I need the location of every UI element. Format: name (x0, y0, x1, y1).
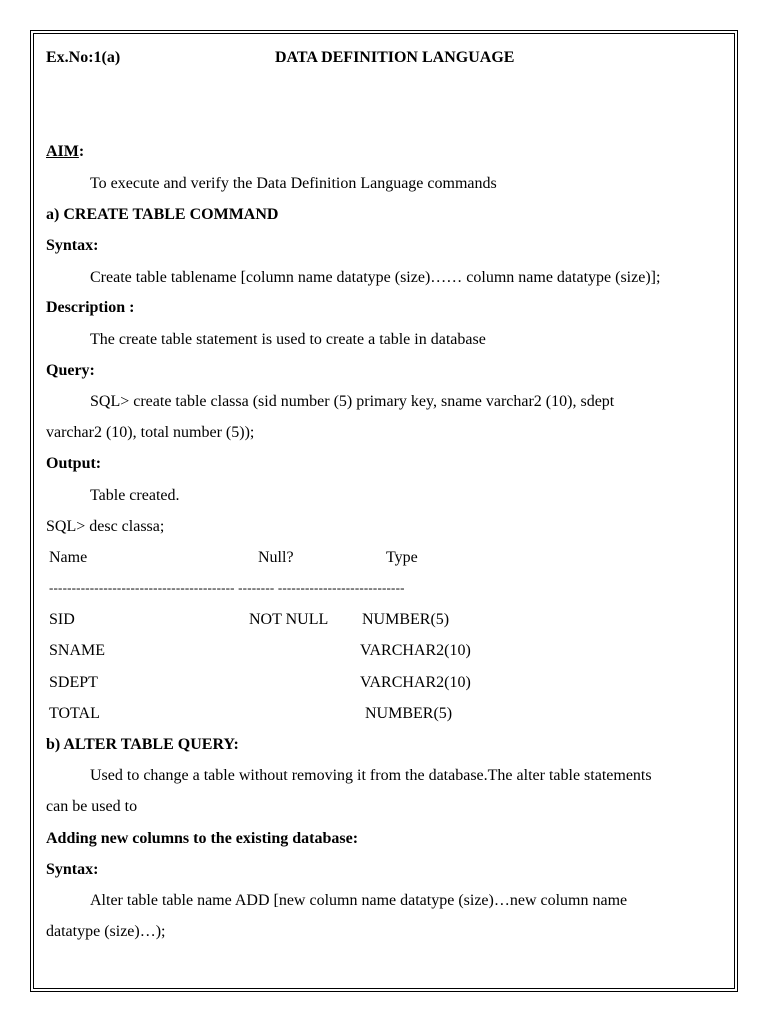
table-header-null: Null? (258, 549, 294, 566)
table-row-type: NUMBER(5) (362, 611, 450, 628)
create-syntax-text: Create table tablename [column name datatype (size)…… column name datatype (size)]; (90, 269, 661, 286)
description-label: Description : (46, 299, 135, 316)
aim-label: AIM (46, 143, 79, 160)
page-title: DATA DEFINITION LANGUAGE (275, 49, 515, 66)
table-row-name: SNAME (49, 642, 106, 659)
description-text: The create table statement is used to create a table in database (90, 331, 486, 348)
table-header-type: Type (386, 549, 418, 566)
table-row-name: SDEPT (49, 674, 98, 691)
table-row-name: TOTAL (49, 705, 100, 722)
alter-syntax-line-1: Alter table table name ADD [new column name datatype (size)…new column name (90, 892, 628, 909)
alter-text-line-1: Used to change a table without removing it from the database.The alter table statements (90, 767, 652, 784)
query-line-2: varchar2 (10), total number (5)); (46, 424, 255, 441)
aim-colon: : (78, 143, 85, 160)
alter-syntax-label: Syntax: (46, 861, 99, 878)
alter-heading: b) ALTER TABLE QUERY: (46, 736, 239, 753)
table-row-name: SID (49, 611, 75, 628)
aim-heading (46, 142, 84, 162)
alter-subheading: Adding new columns to the existing database: (46, 830, 359, 847)
query-line-1: SQL> create table classa (sid number (5) primary key, sname varchar2 (10), sdept (90, 393, 615, 410)
table-header-name: Name (49, 549, 88, 566)
alter-text-line-2: can be used to (46, 798, 138, 815)
table-row-type: NUMBER(5) (365, 705, 453, 722)
output-label: Output: (46, 455, 102, 472)
aim-text: To execute and verify the Data Definition Language commands (90, 175, 497, 192)
desc-command: SQL> desc classa; (46, 518, 165, 535)
table-row-type: VARCHAR2(10) (360, 642, 471, 659)
table-separator: ----------------------------------------- -------- ---------------------------- (49, 580, 405, 595)
table-row-null: NOT NULL (249, 611, 329, 628)
create-syntax-label: Syntax: (46, 237, 99, 254)
create-heading: a) CREATE TABLE COMMAND (46, 206, 279, 223)
table-row-type: VARCHAR2(10) (360, 674, 471, 691)
output-text: Table created. (90, 487, 180, 504)
alter-syntax-line-2: datatype (size)…); (46, 923, 166, 940)
exercise-number: Ex.No:1(a) (46, 49, 121, 66)
query-label: Query: (46, 362, 95, 379)
